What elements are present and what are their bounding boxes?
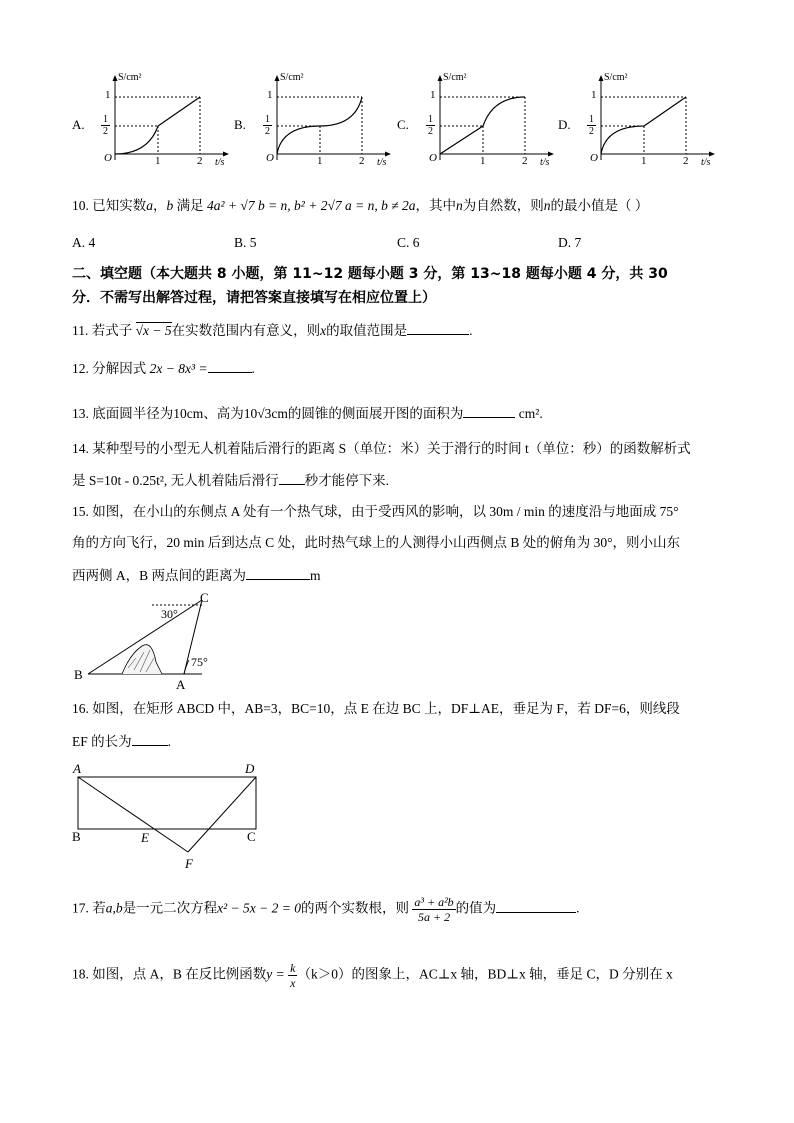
q9-c-xtick-2: 2 — [522, 155, 528, 167]
q9-d-xlabel: t/s — [701, 157, 711, 168]
q16-line2: EF 的长为 . — [72, 731, 171, 751]
q10-option-a: A. 4 — [72, 235, 96, 250]
q12-answer-blank — [208, 358, 252, 373]
q9-a-xtick-1: 1 — [155, 155, 161, 167]
q9-b-xlabel: t/s — [377, 157, 387, 168]
q16-label-a: A — [73, 761, 81, 776]
q11-answer-blank — [407, 320, 469, 335]
q17-fraction: $\frac{\text{a³ + a²b}}{5a + 2}$ — [414, 895, 454, 924]
q15-label-c: C — [200, 590, 209, 605]
q16-label-d: D — [245, 761, 255, 776]
q9-c-ylabel: S/cm² — [443, 72, 467, 83]
q9-c-ytick-1: 1 — [430, 89, 436, 101]
q9-b-ylabel: S/cm² — [280, 72, 304, 83]
q9-b-ytick-half: $\frac{1}{2}$ — [265, 114, 270, 137]
q9-a-ytick-half: $\frac{1}{2}$ — [103, 114, 108, 137]
q10-formula: 4a² + √7 b = n, b² + 2√7 a = n, b ≠ 2a — [207, 198, 416, 213]
q11-sqrt-expr: √x − 5 — [135, 323, 172, 338]
q9-b-origin: O — [266, 152, 274, 164]
q14-line1: 14. 某种型号的小型无人机着陆后滑行的距离 S（单位：米）关于滑行的时间 t（单位：秒）的函数解析式 — [72, 441, 691, 456]
q18-fraction: $\frac{k}{x}$ — [290, 961, 296, 990]
q17-answer-blank — [496, 898, 576, 913]
q9-d-ylabel: S/cm² — [604, 72, 628, 83]
q13-answer-blank — [463, 403, 515, 418]
q9-b-xtick-1: 1 — [317, 155, 323, 167]
q10-stem: 10. 已知实数a，b 满足 4a² + √7 b = n, b² + 2√7 a = n, b ≠ 2a，其中n为自然数，则n的最小值是（ ） — [72, 198, 649, 213]
q9-c-origin: O — [429, 152, 437, 164]
q10-option-b: B. 5 — [234, 235, 257, 250]
q10-option-d: D. 7 — [558, 235, 582, 250]
q10-option-c: C. 6 — [397, 235, 420, 250]
q9-b-xtick-2: 2 — [359, 155, 365, 167]
q9-b-ytick-1: 1 — [267, 89, 273, 101]
q9-c-xtick-1: 1 — [480, 155, 486, 167]
section-heading-line1: 二、填空题（本大题共 8 小题，第 11~12 题每小题 3 分，第 13~18 题每小题 4 分，共 30 — [72, 266, 668, 282]
q16-label-c: C — [247, 829, 256, 844]
q15-line1: 15. 如图，在小山的东侧点 A 处有一个热气球，由于受西风的影响，以 30m / min 的速度沿与地面成 75° — [72, 504, 679, 519]
q9-option-d-label: D. — [558, 117, 571, 132]
q16-label-b: B — [72, 829, 81, 844]
q16-answer-blank — [132, 731, 168, 746]
q12: 12. 分解因式 2x − 8x³ = . — [72, 358, 255, 378]
q9-a-xtick-2: 2 — [197, 155, 203, 167]
q9-a-ylabel: S/cm² — [118, 72, 142, 83]
q14-line2: 是 S=10t - 0.25t², 无人机着陆后滑行 秒才能停下来. — [72, 470, 389, 490]
q15-line3: 西两侧 A，B 两点间的距离为 m — [72, 565, 321, 585]
q9-a-xlabel: t/s — [215, 157, 225, 168]
q13: 13. 底面圆半径为10cm、高为10√3cm的圆锥的侧面展开图的面积为 cm². — [72, 403, 543, 423]
q15-angle-30: 30° — [161, 607, 178, 621]
q14-answer-blank — [279, 470, 305, 485]
q9-d-ytick-half: $\frac{1}{2}$ — [589, 114, 594, 137]
q9-option-a-label: A. — [72, 117, 85, 132]
q9-c-ytick-half: $\frac{1}{2}$ — [428, 114, 433, 137]
q9-d-xtick-1: 1 — [641, 155, 647, 167]
q16-line1: 16. 如图，在矩形 ABCD 中，AB=3，BC=10，点 E 在边 BC 上，DF⊥AE，垂足为 F，若 DF=6，则线段 — [72, 701, 680, 716]
q9-a-origin: O — [104, 152, 112, 164]
q9-c-xlabel: t/s — [540, 157, 550, 168]
q15-answer-blank — [246, 565, 310, 580]
q15-line2: 角的方向飞行，20 min 后到达点 C 处，此时热气球上的人测得小山西侧点 B 处的俯角为 30°，则小山东 — [72, 535, 681, 550]
section-heading-line2: 分．不需写出解答过程，请把答案直接填写在相应位置上） — [72, 290, 436, 306]
q9-option-c-label: C. — [397, 117, 409, 132]
q9-d-ytick-1: 1 — [591, 89, 597, 101]
q9-a-ytick-1: 1 — [105, 89, 111, 101]
q9-option-b-label: B. — [234, 117, 246, 132]
q17: 17. 若a,b是一元二次方程x² − 5x − 2 = 0的两个实数根，则 $\frac{\text{a³ + a²b}}{5a + 2}$ 的值为 . — [72, 895, 580, 924]
q15-angle-75: 75° — [191, 655, 208, 669]
q15-label-b: B — [74, 667, 83, 682]
q9-d-origin: O — [590, 152, 598, 164]
q11: 11. 若式子 √x − 5在实数范围内有意义，则x的取值范围是 . — [72, 320, 473, 340]
q16-figure — [70, 770, 270, 860]
q16-label-e: E — [141, 830, 149, 845]
q18: 18. 如图，点 A，B 在反比例函数y = $\frac{k}{x}$ （k＞0）的图象上，AC⊥x 轴，BD⊥x 轴，垂足 C，D 分别在 x — [72, 961, 673, 990]
q15-label-a: A — [176, 677, 186, 692]
q9-d-xtick-2: 2 — [683, 155, 689, 167]
q16-label-f: F — [185, 856, 193, 871]
